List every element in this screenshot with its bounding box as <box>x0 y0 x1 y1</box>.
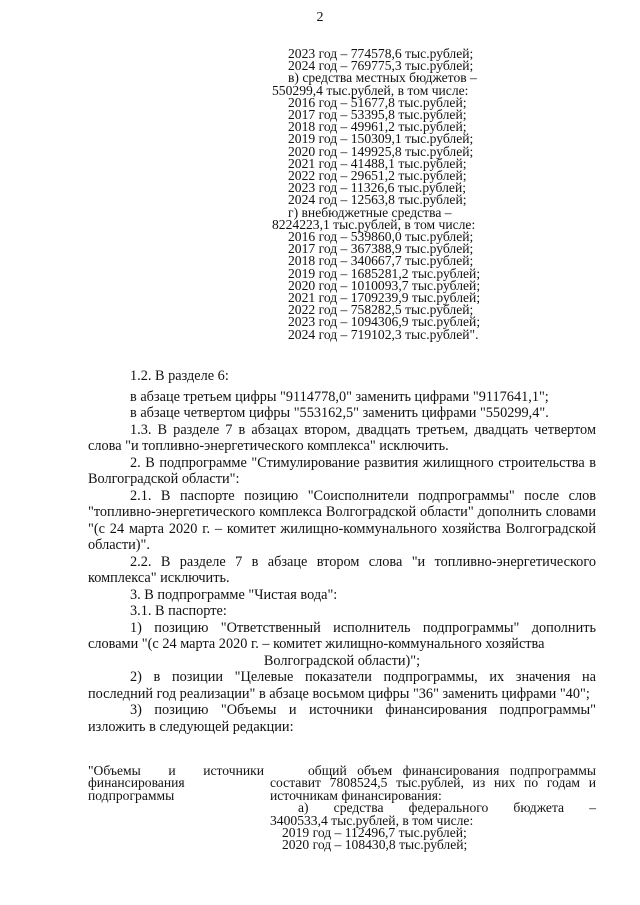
paragraph: 1.3. В разделе 7 в абзацах втором, двадцать третьем, двадцать четвертом слова "и топливно-энергетического комплекса" исключить. <box>88 421 596 454</box>
table-text: 3400533,4 тыс.рублей, в том числе: <box>270 812 474 828</box>
list-item: 2019 год – 1685281,2 тыс.рублей; <box>288 265 481 281</box>
table-text: 2020 год – 108430,8 тыс.рублей; <box>282 837 468 853</box>
list-item: 2023 год – 11326,6 тыс.рублей; <box>288 180 466 196</box>
list-item: 2020 год – 149925,8 тыс.рублей; <box>288 143 474 159</box>
list-item: 8224223,1 тыс.рублей, в том числе: <box>272 216 476 232</box>
page-number: 2 <box>316 10 324 25</box>
list-item: 2024 год – 769775,3 тыс.рублей; <box>288 58 474 74</box>
list-item: в) средства местных бюджетов – <box>288 70 477 86</box>
paragraph: Волгоградской области)"; <box>263 652 421 669</box>
list-item: 2018 год – 49961,2 тыс.рублей; <box>288 119 467 135</box>
list-item: 2024 год – 719102,3 тыс.рублей". <box>288 326 479 342</box>
paragraph: 2.1. В паспорте позицию "Соисполнители подпрограммы" после слов "топливно-энергетического комплекса Волгоградской области" дополнить словами "(с 24 марта 2020 г. – комитет жилищно-коммунального хозяйства Волгоградской области)". <box>88 487 596 553</box>
paragraph: 3. В подпрограмме "Чистая вода": <box>130 586 338 603</box>
list-item: 2023 год – 1094306,9 тыс.рублей; <box>288 314 481 330</box>
list-item: 2022 год – 29651,2 тыс.рублей; <box>288 168 467 184</box>
list-item: 2024 год – 12563,8 тыс.рублей; <box>288 192 467 208</box>
table-text: общий объем финансирования подпрограммы составит 7808524,5 тыс.рублей, из них по годам и источникам финансирования: <box>270 763 596 803</box>
table-right-cell <box>270 765 596 852</box>
list-item: 550299,4 тыс.рублей, в том числе: <box>272 82 469 98</box>
paragraph: 2.2. В разделе 7 в абзаце втором слова "и топливно-энергетического комплекса" исключить. <box>88 553 596 586</box>
paragraph: в абзаце третьем цифры "9114778,0" заменить цифрами "9117641,1"; <box>130 388 549 405</box>
document-body <box>88 368 596 735</box>
paragraph: 1) позицию "Ответственный исполнитель подпрограммы" дополнить словами "(с 24 марта 2020 г. – комитет жилищно-коммунального хозяйства <box>88 619 596 652</box>
list-item: 2017 год – 367388,9 тыс.рублей; <box>288 241 474 257</box>
list-item: 2021 год – 1709239,9 тыс.рублей; <box>288 290 481 306</box>
table-left-cell: "Объемы и источники финансирования подпрограммы <box>88 763 264 803</box>
table-text: а) средства федерального бюджета – <box>298 800 596 816</box>
paragraph: в абзаце четвертом цифры "553162,5" заменить цифрами "550299,4". <box>130 405 549 421</box>
list-item: г) внебюджетные средства – <box>288 204 452 220</box>
list-item: 2016 год – 51677,8 тыс.рублей; <box>288 94 467 110</box>
list-item: 2021 год – 41488,1 тыс.рублей; <box>288 155 467 171</box>
paragraph: 3) позицию "Объемы и источники финансирования подпрограммы" изложить в следующей редакции: <box>88 702 596 735</box>
list-item: 2017 год – 53395,8 тыс.рублей; <box>288 107 467 123</box>
list-item: 2023 год – 774578,6 тыс.рублей; <box>288 46 474 61</box>
list-item: 2020 год – 1010093,7 тыс.рублей; <box>288 277 481 293</box>
paragraph: 2) в позиции "Целевые показатели подпрограммы, их значения на последний год реализации" в абзаце восьмом цифры "36" заменить цифрами "40"; <box>88 669 596 702</box>
list-item: 2022 год – 758282,5 тыс.рублей; <box>288 302 474 318</box>
list-item: 2019 год – 150309,1 тыс.рублей; <box>288 131 474 147</box>
table-text: 2019 год – 112496,7 тыс.рублей; <box>282 825 467 841</box>
paragraph: 1.2. В разделе 6: <box>130 368 229 384</box>
funding-list <box>272 48 592 341</box>
paragraph: 3.1. В паспорте: <box>130 603 227 619</box>
paragraph: 2. В подпрограмме "Стимулирование развития жилищного строительства в Волгоградской области": <box>88 454 596 487</box>
list-item: 2016 год – 539860,0 тыс.рублей; <box>288 229 474 245</box>
list-item: 2018 год – 340667,7 тыс.рублей; <box>288 253 474 269</box>
